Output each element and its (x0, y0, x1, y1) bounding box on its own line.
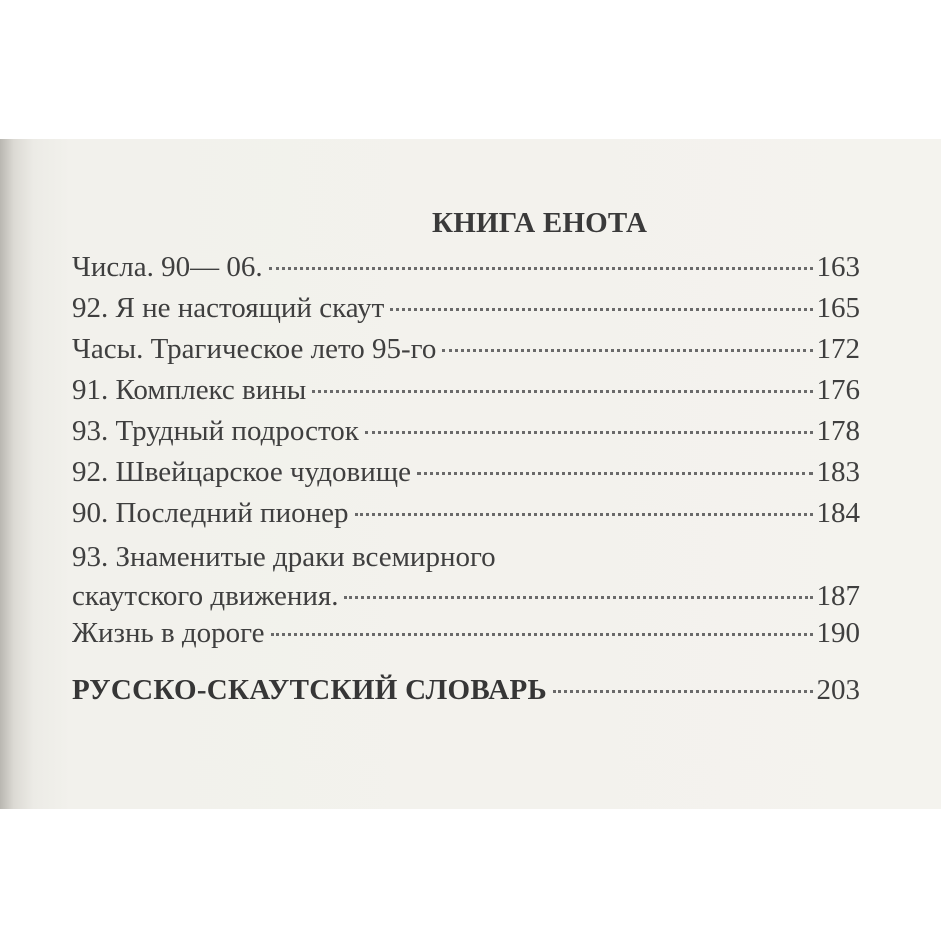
toc-entry-page: 183 (816, 456, 860, 488)
toc-entry (72, 372, 860, 408)
toc-entry-title: 92. Швейцарское чудовище (72, 456, 411, 488)
toc-entry-title: 92. Я не настоящий скаут (72, 292, 385, 324)
dot-leader (271, 633, 813, 636)
dot-leader (365, 431, 813, 434)
toc-entry-page: 176 (816, 374, 860, 406)
toc-entry-page: 187 (816, 580, 860, 612)
dot-leader (312, 390, 812, 393)
toc-entry-appendix (72, 672, 860, 708)
toc-entry-title: Часы. Трагическое лето 95-го (72, 333, 437, 365)
toc-entry-title: 93. Трудный подросток (72, 415, 359, 447)
toc-entry (72, 290, 860, 326)
toc-entry-title: Числа. 90— 06. (72, 251, 263, 283)
toc-entry-page: 190 (816, 617, 860, 649)
toc-entry (72, 413, 860, 449)
dot-leader (269, 267, 813, 270)
toc-entry (72, 249, 860, 285)
dot-leader (344, 596, 812, 599)
toc-entry (72, 615, 860, 651)
toc-entry (72, 539, 860, 614)
dot-leader (355, 513, 813, 516)
section-title: КНИГА ЕНОТА (432, 207, 648, 239)
toc-entry-page: 184 (816, 497, 860, 529)
toc-entry-title: 93. Знаменитые драки всемирного (72, 541, 496, 573)
toc-entry (72, 454, 860, 490)
toc-entry-title: Жизнь в дороге (72, 617, 265, 649)
toc-entry-title: 91. Комплекс вины (72, 374, 307, 406)
dot-leader (553, 690, 813, 693)
dot-leader (417, 472, 813, 475)
toc-entry-page: 172 (816, 333, 860, 365)
toc-entry-page: 178 (816, 415, 860, 447)
toc-entry-title-continued: скаутского движения. (72, 580, 339, 612)
dot-leader (442, 349, 812, 352)
toc-entry-page: 163 (816, 251, 860, 283)
dot-leader (390, 308, 812, 311)
toc-entry-page: 165 (816, 292, 860, 324)
toc-entry (72, 331, 860, 367)
book-page (0, 139, 941, 809)
toc-entry (72, 495, 860, 531)
toc-entry-title: 90. Последний пионер (72, 497, 349, 529)
toc-appendix-title: РУССКО-СКАУТСКИЙ СЛОВАРЬ (72, 674, 547, 706)
toc-appendix-page: 203 (816, 674, 860, 706)
